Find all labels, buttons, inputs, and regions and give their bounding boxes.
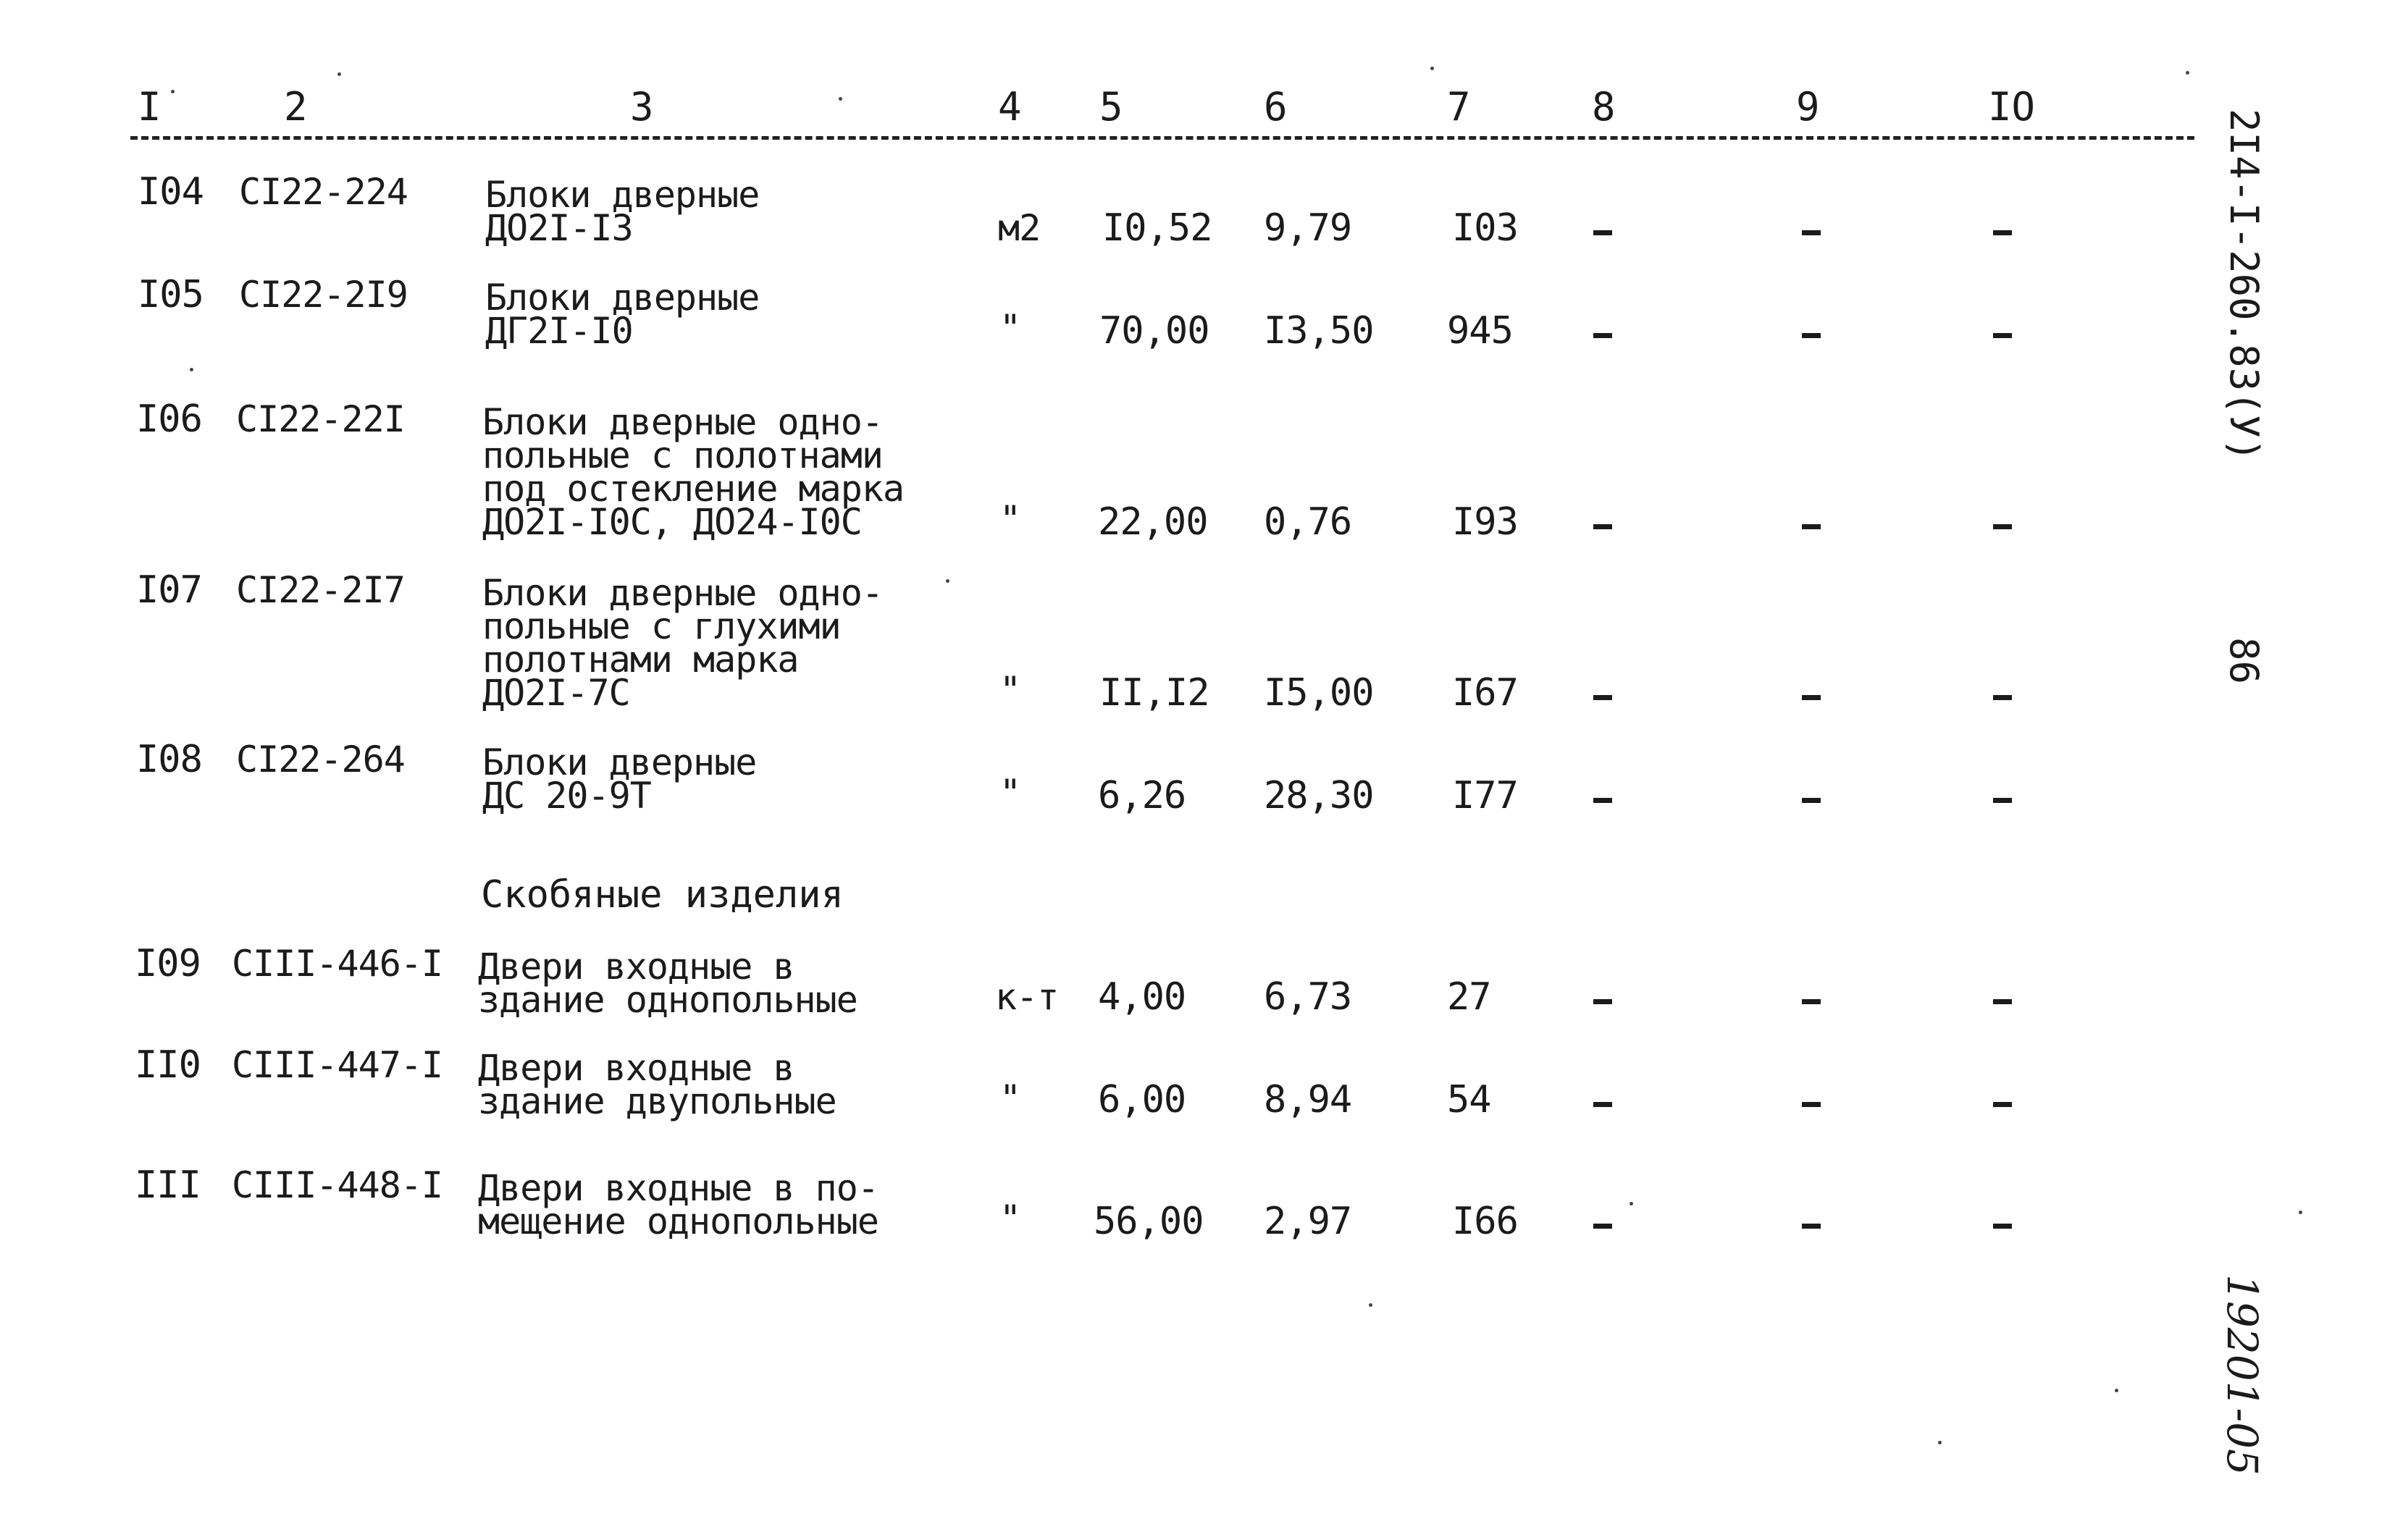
row-code: CI22-22I (236, 398, 405, 440)
row-total: I66 (1452, 1200, 1518, 1243)
row-col8-dash (1593, 1102, 1612, 1107)
row-description: Блоки дверные одно- польные с полотнами под остекление марка ДО2I-I0С, ДО24-I0С (482, 401, 905, 543)
row-price: I5,00 (1264, 671, 1374, 715)
row-description: Двери входные в здание двупольные (478, 1047, 836, 1122)
row-unit: " (999, 1198, 1021, 1240)
row-description: Блоки дверные ДО2I-I3 (485, 174, 760, 249)
row-col8-dash (1593, 1224, 1612, 1229)
row-number: I06 (136, 397, 202, 441)
col-header-7: 7 (1447, 84, 1471, 130)
row-col9-dash (1802, 695, 1821, 700)
row-total: 945 (1447, 309, 1513, 353)
row-number: I08 (136, 738, 202, 781)
row-col9-dash (1802, 798, 1821, 803)
row-total: 54 (1447, 1078, 1491, 1122)
col-header-9: 9 (1796, 84, 1820, 130)
col-header-5: 5 (1099, 84, 1123, 130)
row-col10-dash (1993, 798, 2012, 803)
scan-speck (1369, 1303, 1372, 1307)
row-col8-dash (1593, 524, 1612, 529)
row-price: 2,97 (1264, 1200, 1352, 1243)
row-total: I67 (1452, 671, 1518, 715)
scan-speck (1430, 67, 1434, 70)
row-quantity: 4,00 (1098, 975, 1186, 1019)
row-code: CI22-2I9 (239, 274, 408, 316)
scan-speck (2186, 71, 2189, 75)
row-unit: " (999, 669, 1021, 711)
scan-speck (190, 368, 193, 371)
scan-speck (1629, 1202, 1633, 1206)
scan-speck (2299, 1211, 2302, 1214)
row-unit: " (999, 772, 1021, 814)
row-unit: " (999, 1077, 1021, 1119)
scan-speck (1938, 1441, 1942, 1444)
row-price: 28,30 (1264, 774, 1374, 817)
row-col9-dash (1802, 999, 1821, 1004)
row-description: Блоки дверные одно- польные с глухими полотнами марка ДО2I-7С (482, 572, 883, 714)
row-code: CI22-264 (236, 739, 405, 780)
row-col8-dash (1593, 230, 1612, 235)
col-header-10: IO (1988, 84, 2036, 130)
row-description: Двери входные в по- мещение однопольные (478, 1167, 878, 1242)
row-code: CIII-448-I (232, 1164, 443, 1206)
row-number: I09 (135, 942, 201, 985)
row-col9-dash (1802, 230, 1821, 235)
row-col10-dash (1993, 230, 2012, 235)
row-quantity: 6,00 (1098, 1078, 1186, 1122)
header-rule (130, 136, 2194, 140)
row-quantity: II,I2 (1099, 671, 1209, 715)
row-col10-dash (1993, 333, 2012, 338)
row-code: CIII-446-I (232, 943, 443, 985)
row-col9-dash (1802, 1102, 1821, 1107)
page-number: 86 (2221, 637, 2267, 685)
row-total: I93 (1452, 500, 1518, 544)
col-header-3: 3 (630, 84, 654, 130)
row-number: I04 (138, 170, 204, 214)
row-col10-dash (1993, 1102, 2012, 1107)
scan-speck (839, 97, 842, 101)
row-unit: " (999, 307, 1021, 349)
row-code: CI22-2I7 (236, 569, 405, 611)
row-col10-dash (1993, 695, 2012, 700)
col-header-4: 4 (998, 84, 1022, 130)
row-quantity: 22,00 (1098, 500, 1208, 544)
col-header-1: I (138, 84, 162, 130)
row-col8-dash (1593, 798, 1612, 803)
row-quantity: 56,00 (1094, 1200, 1204, 1243)
row-number: II0 (135, 1043, 201, 1087)
col-header-2: 2 (284, 84, 308, 130)
row-price: 8,94 (1264, 1078, 1352, 1122)
row-quantity: 70,00 (1099, 309, 1209, 353)
row-quantity: 6,26 (1098, 774, 1186, 817)
row-unit: м2 (998, 207, 1041, 249)
row-unit: " (999, 498, 1021, 540)
col-header-6: 6 (1264, 84, 1288, 130)
row-description: Блоки дверные ДГ2I-I0 (485, 277, 760, 352)
scan-speck (171, 90, 175, 93)
row-total: I77 (1452, 774, 1518, 817)
row-col10-dash (1993, 1224, 2012, 1229)
col-header-8: 8 (1592, 84, 1616, 130)
row-number: III (135, 1164, 201, 1207)
scan-speck (946, 579, 949, 583)
archive-number: 19201-05 (2218, 1274, 2267, 1476)
row-code: CI22-224 (239, 171, 408, 213)
row-price: I3,50 (1264, 309, 1374, 353)
section-title: Скобяные изделия (481, 873, 844, 917)
row-col8-dash (1593, 695, 1612, 700)
row-price: 9,79 (1264, 206, 1352, 250)
row-col8-dash (1593, 999, 1612, 1004)
row-description: Двери входные в здание однопольные (478, 946, 857, 1021)
row-number: I05 (138, 273, 204, 316)
row-col9-dash (1802, 524, 1821, 529)
scan-speck (2115, 1389, 2118, 1392)
row-number: I07 (136, 568, 202, 612)
row-total: 27 (1447, 975, 1491, 1019)
row-unit: к-т (995, 976, 1059, 1018)
row-total: I03 (1452, 206, 1518, 250)
row-price: 0,76 (1264, 500, 1352, 544)
row-col9-dash (1802, 333, 1821, 338)
row-col10-dash (1993, 524, 2012, 529)
document-code-label: 2I4-I-260.83(У) (2221, 109, 2267, 462)
row-col10-dash (1993, 999, 2012, 1004)
row-code: CIII-447-I (232, 1044, 443, 1086)
row-description: Блоки дверные ДС 20-9Т (482, 741, 757, 817)
row-quantity: I0,52 (1102, 206, 1212, 250)
row-col8-dash (1593, 333, 1612, 338)
row-price: 6,73 (1264, 975, 1352, 1019)
scan-speck (337, 72, 341, 76)
row-col9-dash (1802, 1224, 1821, 1229)
